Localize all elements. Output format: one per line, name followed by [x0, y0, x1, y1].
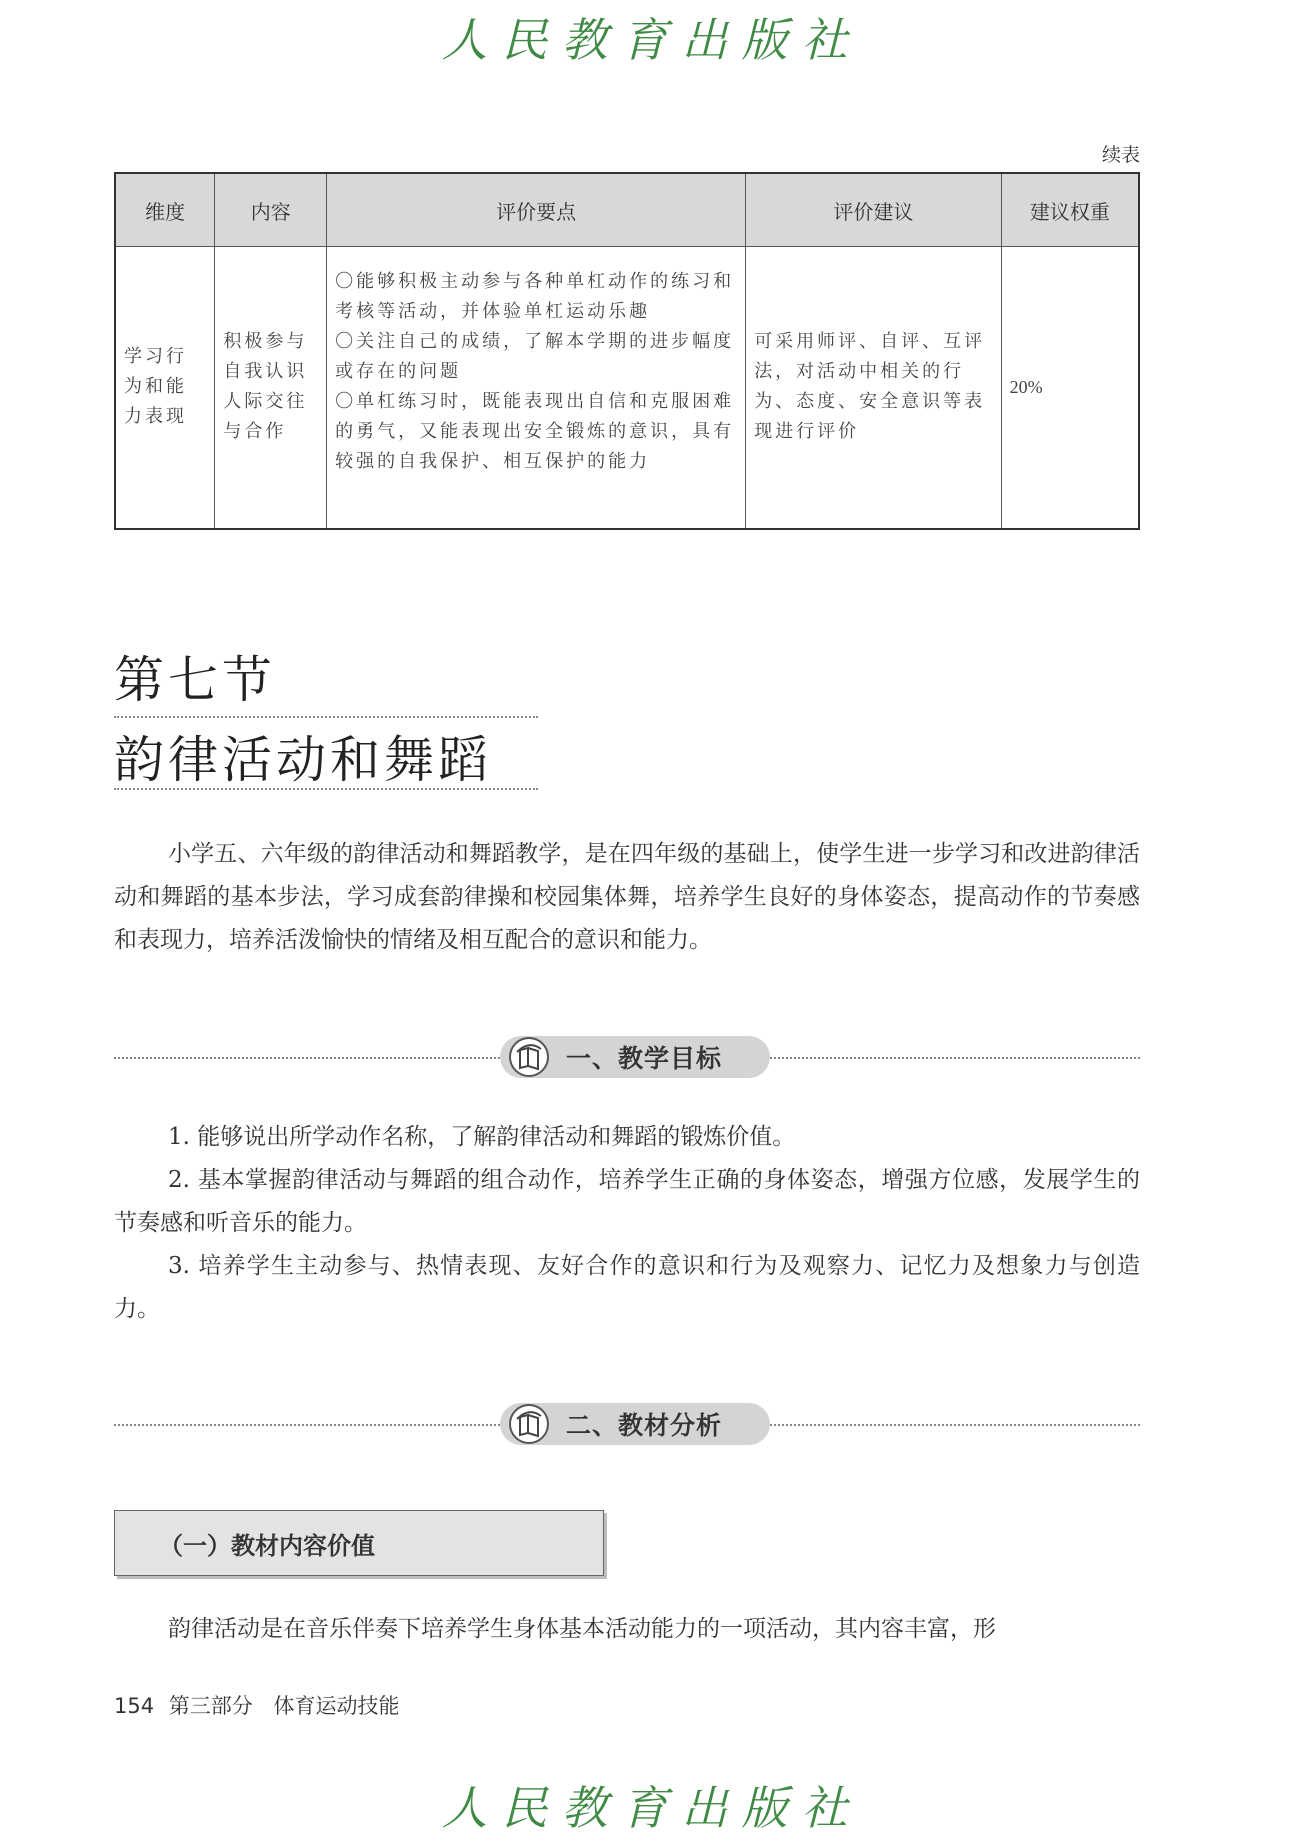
continued-table-label: 续表	[1101, 144, 1140, 166]
cell-content: 积极参与自我认识人际交往与合作	[215, 247, 327, 529]
header-content: 内容	[215, 173, 327, 247]
goals-heading-banner	[500, 1036, 770, 1078]
footer-part: 第三部分	[168, 1694, 253, 1718]
book-icon	[508, 1403, 550, 1445]
book-icon	[508, 1036, 550, 1078]
publisher-watermark-top: 人民教育出版社	[441, 13, 862, 67]
analysis-heading-banner	[500, 1403, 770, 1445]
header-dimension: 维度	[115, 173, 215, 247]
subheading: （一）教材内容价值	[159, 1531, 375, 1560]
subheading-box	[114, 1510, 604, 1576]
footer-chapter: 体育运动技能	[273, 1694, 400, 1718]
goals-divider-left	[114, 1057, 500, 1059]
section-number-divider	[114, 716, 538, 718]
section-title-divider	[114, 788, 538, 790]
page-number: 154	[114, 1694, 155, 1718]
analysis-text: 韵律活动是在音乐伴奏下培养学生身体基本活动能力的一项活动，其内容丰富，形	[168, 1616, 996, 1642]
table-header-row	[115, 173, 1139, 247]
evaluation-table	[114, 172, 1140, 530]
section-title: 韵律活动和舞蹈	[114, 731, 492, 789]
page-footer	[114, 1690, 399, 1720]
analysis-heading: 二、教材分析	[566, 1411, 723, 1440]
header-weight: 建议权重	[1001, 173, 1139, 247]
key-point: 〇关注自己的成绩，了解本学期的进步幅度或存在的问题	[335, 331, 735, 382]
key-point: 〇能够积极主动参与各种单杠动作的练习和考核等活动，并体验单杠运动乐趣	[335, 271, 735, 322]
cell-dimension: 学习行为和能力表现	[115, 247, 215, 529]
goal-item: 1. 能够说出所学动作名称，了解韵律活动和舞蹈的锻炼价值。	[168, 1124, 796, 1150]
cell-weight: 20%	[1001, 247, 1139, 529]
header-suggestion: 评价建议	[746, 173, 1001, 247]
section-number: 第七节	[114, 651, 276, 709]
goal-item: 2. 基本掌握韵律活动与舞蹈的组合动作，培养学生正确的身体姿态，增强方位感，发展学生的节奏感和听音乐的能力。	[114, 1167, 1140, 1236]
goals-divider-right	[770, 1057, 1140, 1059]
goal-item: 3. 培养学生主动参与、热情表现、友好合作的意识和行为及观察力、记忆力及想象力与创造力。	[114, 1253, 1140, 1322]
section-intro: 小学五、六年级的韵律活动和舞蹈教学，是在四年级的基础上，使学生进一步学习和改进韵律活动和舞蹈的基本步法，学习成套韵律操和校园集体舞，培养学生良好的身体姿态，提高动作的节奏感和表现力，培养活泼愉快的情绪及相互配合的意识和能力。	[114, 841, 1140, 953]
analysis-divider-right	[770, 1424, 1140, 1426]
analysis-divider-left	[114, 1424, 500, 1426]
goals-heading: 一、教学目标	[566, 1044, 723, 1073]
cell-suggestion: 可采用师评、自评、互评法，对活动中相关的行为、态度、安全意识等表现进行评价	[746, 247, 1001, 529]
header-key-points: 评价要点	[327, 173, 746, 247]
table-row	[115, 247, 1139, 529]
cell-key-points	[327, 247, 746, 529]
publisher-watermark-bottom: 人民教育出版社	[441, 1781, 862, 1835]
key-point: 〇单杠练习时，既能表现出自信和克服困难的勇气，又能表现出安全锻炼的意识，具有较强的自我保护、相互保护的能力	[335, 391, 735, 472]
